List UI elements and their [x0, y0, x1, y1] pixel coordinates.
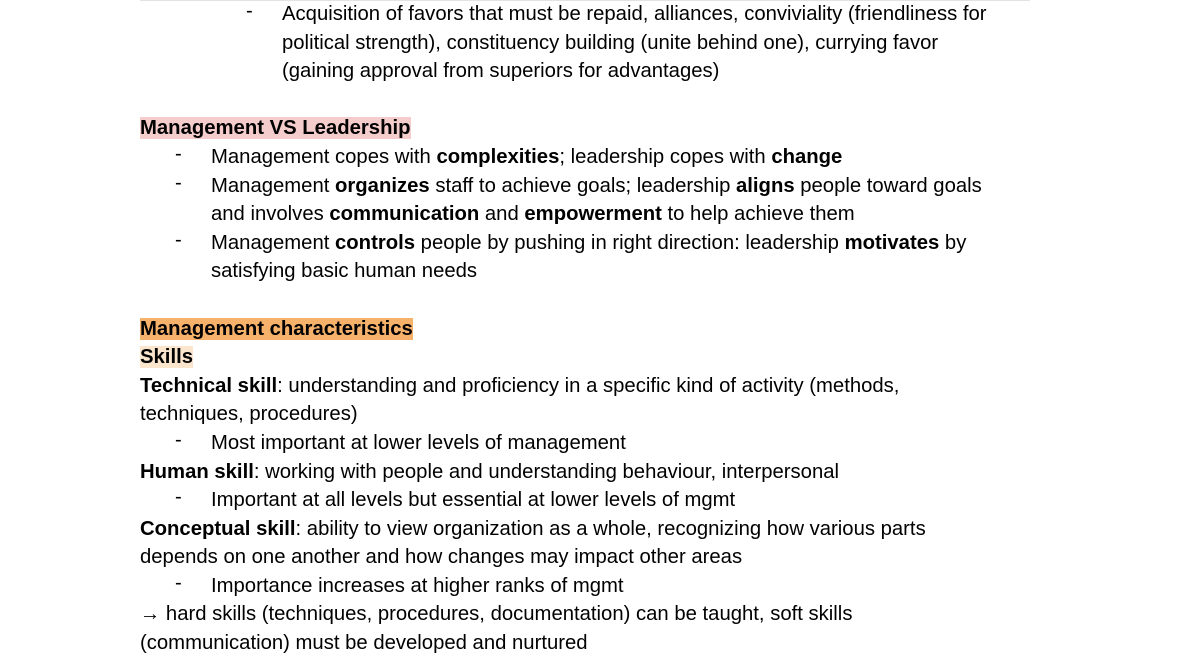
text-run: Management — [211, 231, 336, 254]
list-item-technical-note — [140, 429, 1140, 458]
text-run: : ability to view organization as a whole, recognizing how various parts — [295, 517, 926, 540]
bullet-dash: - — [175, 428, 182, 451]
bold-term: Human skill — [140, 460, 254, 483]
bold-term: complexities — [436, 145, 560, 168]
text-run: people by pushing in right direction: leadership — [415, 231, 845, 254]
list-item-human-note — [140, 486, 1140, 515]
text-run: to help achieve them — [661, 203, 855, 226]
bold-term: controls — [335, 231, 416, 254]
list-item-text-line — [211, 143, 1140, 172]
list-item-text-line: satisfying basic human needs — [211, 260, 478, 283]
paragraph-human-skill — [140, 458, 1140, 487]
bold-term: Technical skill — [140, 374, 278, 397]
bullet-dash: - — [175, 571, 182, 594]
text-run: ; leadership copes with — [559, 145, 772, 168]
list-item-text-line: Importance increases at higher ranks of mgmt — [211, 574, 624, 597]
paragraph-gap — [140, 286, 1140, 315]
highlighted-heading: Management characteristics — [140, 317, 413, 340]
list-item-text-line — [211, 172, 1140, 201]
bold-term: change — [771, 145, 843, 168]
paragraph-conceptual-skill — [140, 515, 1140, 544]
paragraph-line: (communication) must be developed and nurtured — [140, 632, 588, 655]
bullet-dash: - — [175, 486, 182, 509]
highlighted-subheading: Skills — [140, 346, 193, 369]
section-heading-management-vs-leadership — [140, 114, 1140, 143]
paragraph-technical-skill — [140, 372, 1140, 401]
bold-term: motivates — [844, 231, 940, 254]
text-run: and involves — [211, 203, 330, 226]
subheading-skills — [140, 343, 1140, 372]
highlighted-heading: Management VS Leadership — [140, 117, 411, 140]
bold-term: empowerment — [524, 203, 662, 226]
text-run: Management copes with — [211, 145, 437, 168]
bullet-dash: - — [175, 228, 182, 251]
text-run: Management — [211, 174, 336, 197]
bullet-dash: - — [175, 142, 182, 165]
paragraph-skills-note: → hard skills (techniques, procedures, documentation) can be taught, soft skills — [140, 603, 853, 626]
list-item-organizes — [140, 172, 1140, 229]
list-item-text-line — [211, 200, 1140, 229]
paragraph-line: techniques, procedures) — [140, 403, 358, 426]
section-heading-management-characteristics — [140, 315, 1140, 344]
text-run: : working with people and understanding behaviour, interpersonal — [253, 460, 840, 483]
paragraph-gap — [140, 86, 1140, 115]
list-item-text-line: Acquisition of favors that must be repaid, alliances, conviviality (friendliness for — [282, 3, 987, 25]
list-item-text-line: Most important at lower levels of management — [211, 431, 626, 454]
bold-term: communication — [329, 203, 480, 226]
list-item-text-line — [211, 229, 1140, 258]
bullet-dash: - — [246, 0, 253, 22]
text-run: : understanding and proficiency in a specific kind of activity (methods, — [277, 374, 900, 397]
bold-term: aligns — [736, 174, 795, 197]
bold-term: organizes — [335, 174, 430, 197]
text-run: people toward goals — [794, 174, 982, 197]
text-run: by — [939, 231, 967, 254]
list-item-political-tactics — [140, 0, 1140, 86]
bold-term: Conceptual skill — [140, 517, 296, 540]
list-item-conceptual-note — [140, 572, 1140, 601]
document-body — [140, 0, 1140, 658]
bullet-dash: - — [175, 171, 182, 194]
list-item-complexities — [140, 143, 1140, 172]
list-item-controls — [140, 229, 1140, 286]
list-item-text-line: Important at all levels but essential at lower levels of mgmt — [211, 489, 736, 512]
list-item-text-line: (gaining approval from superiors for advantages) — [282, 60, 720, 83]
list-item-text-line: political strength), constituency building (unite behind one), currying favor — [282, 31, 939, 54]
text-run: and — [479, 203, 525, 226]
paragraph-line: depends on one another and how changes may impact other areas — [140, 546, 743, 569]
text-run: staff to achieve goals; leadership — [429, 174, 736, 197]
